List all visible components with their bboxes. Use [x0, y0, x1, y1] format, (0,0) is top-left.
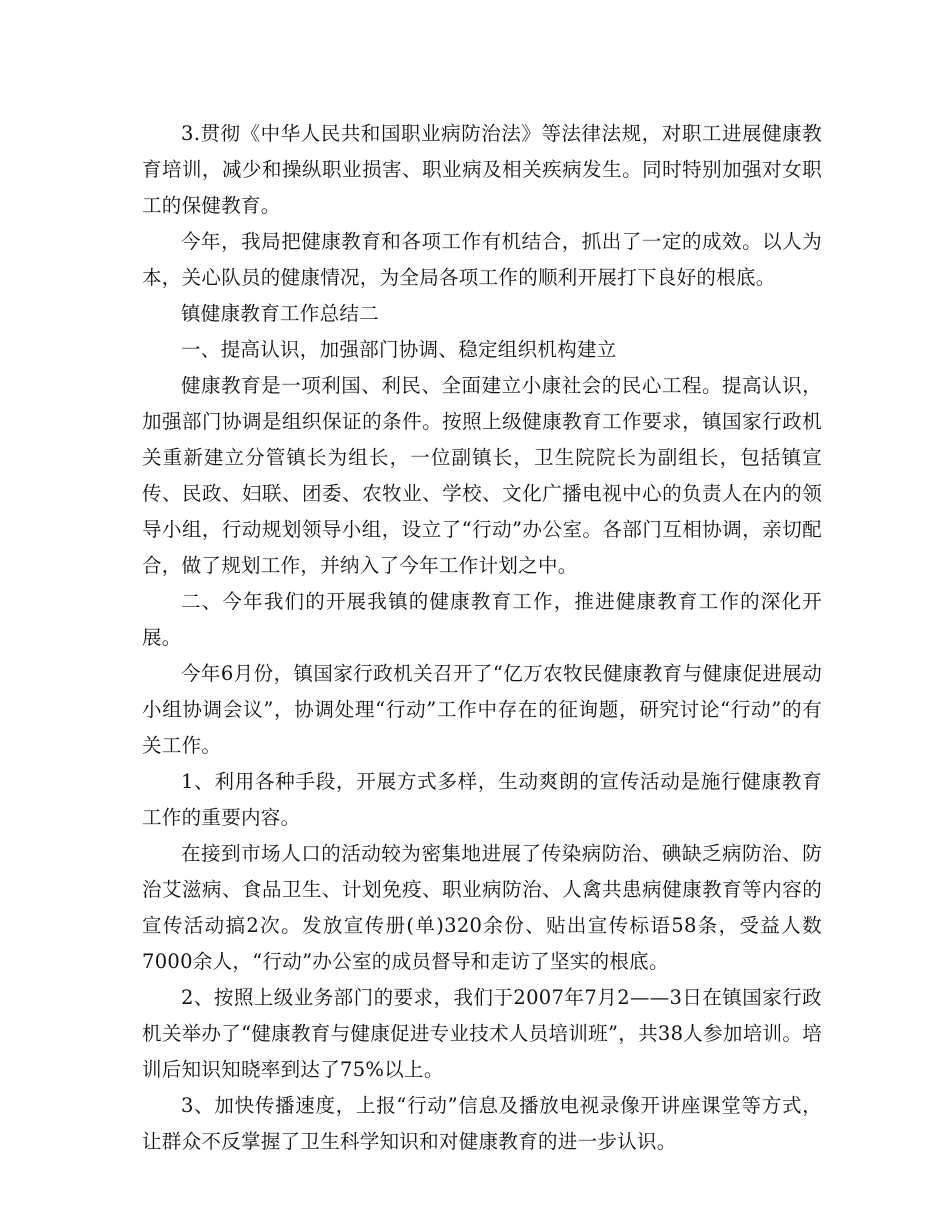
document-body — [142, 116, 822, 1160]
paragraph-organization: 健康教育是一项利国、利民、全面建立小康社会的民心工程。提高认识，加强部门协调是组织保证的条件。按照上级健康教育工作要求，镇国家行政机关重新建立分管镇长为组长，一位副镇长，卫生院院长为副组长，包括镇宣传、民政、妇联、团委、农牧业、学校、文化广播电视中心的负责人在内的领导小组，行动规划领导小组，设立了“行动”办公室。各部门互相协调，亲切配合，做了规划工作，并纳入了今年工作计划之中。 — [142, 374, 822, 577]
paragraph-june-meeting: 今年6月份，镇国家行政机关召开了“亿万农牧民健康教育与健康促进展动小组协调会议”，协调处理“行动”工作中存在的征询题，研究讨论“行动”的有关工作。 — [142, 662, 822, 757]
paragraph-campaign: 在接到市场人口的活动较为密集地进展了传染病防治、碘缺乏病防治、防治艾滋病、食品卫生、计划免疫、职业病防治、人禽共患病健康教育等内容的宣传活动搞2次。发放宣传册(单)320余份、贴出宣传标语58条，受益人数7000余人，“行动”办公室的成员督导和走访了坚实的根底。 — [142, 842, 822, 973]
heading-two: 二、今年我们的开展我镇的健康教育工作，推进健康教育工作的深化开展。 — [142, 590, 822, 649]
item-two: 2、按照上级业务部门的要求，我们于2007年7月2——3日在镇国家行政机关举办了“健康教育与健康促进专业技术人员培训班”，共38人参加培训。培训后知识知晓率到达了75%以上。 — [142, 986, 822, 1081]
section-title: 镇健康教育工作总结二 — [181, 302, 380, 325]
heading-one: 一、提高认识，加强部门协调、稳定组织机构建立 — [181, 338, 617, 361]
paragraph-results: 今年，我局把健康教育和各项工作有机结合，抓出了一定的成效。以人为本，关心队员的健康情况，为全局各项工作的顺利开展打下良好的根底。 — [142, 230, 822, 289]
paragraph-law-training: 3.贯彻《中华人民共和国职业病防治法》等法律法规，对职工进展健康教育培训，减少和操纵职业损害、职业病及相关疾病发生。同时特别加强对女职工的保健教育。 — [142, 122, 822, 217]
item-one: 1、利用各种手段，开展方式多样，生动爽朗的宣传活动是施行健康教育工作的重要内容。 — [142, 770, 822, 829]
item-three: 3、加快传播速度，上报“行动”信息及播放电视录像开讲座课堂等方式，让群众不反掌握了卫生科学知识和对健康教育的进一步认识。 — [142, 1094, 822, 1153]
